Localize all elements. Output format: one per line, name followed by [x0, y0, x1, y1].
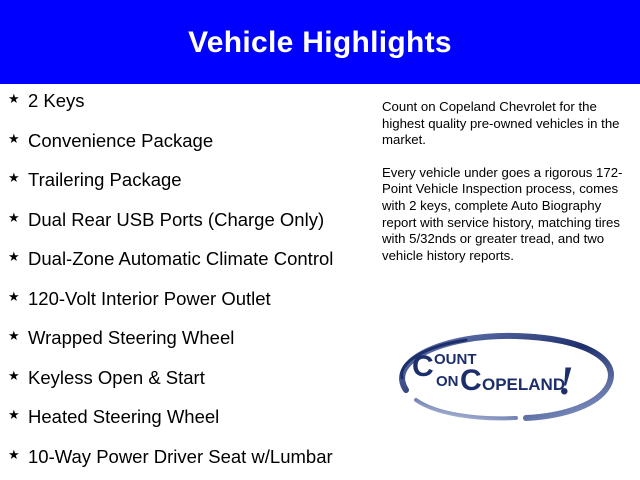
- page-title: Vehicle Highlights: [188, 26, 452, 59]
- count-on-copeland-logo: [386, 330, 618, 422]
- logo-count-c: C: [412, 350, 434, 383]
- star-icon: ★: [8, 130, 20, 146]
- logo-exclaim: !: [558, 358, 574, 403]
- logo-on: ON: [436, 373, 459, 390]
- logo-copeland-c: C: [460, 364, 482, 397]
- feature-label: 2 Keys: [28, 90, 85, 111]
- info-paragraph-1: Count on Copeland Chevrolet for the highest quality pre-owned vehicles in the market.: [382, 99, 620, 148]
- feature-label: Wrapped Steering Wheel: [28, 327, 235, 348]
- star-icon: ★: [8, 170, 20, 185]
- star-icon: ★: [8, 209, 20, 225]
- feature-label: 120-Volt Interior Power Outlet: [28, 287, 271, 309]
- feature-label: 10-Way Power Driver Seat w/Lumbar: [28, 445, 333, 467]
- star-icon: ★: [8, 367, 20, 383]
- feature-label: Convenience Package: [28, 129, 214, 151]
- logo-count-rest: OUNT: [434, 351, 477, 368]
- star-icon: ★: [8, 446, 20, 462]
- star-icon: ★: [8, 407, 20, 422]
- logo-copeland-rest: OPELAND: [482, 375, 566, 394]
- star-icon: ★: [8, 91, 20, 106]
- feature-label: Dual Rear USB Ports (Charge Only): [28, 208, 325, 230]
- star-icon: ★: [8, 288, 20, 304]
- feature-label: Heated Steering Wheel: [28, 406, 220, 427]
- header-banner: [0, 0, 640, 84]
- feature-label: Trailering Package: [28, 169, 182, 190]
- info-paragraph-2: Every vehicle under goes a rigorous 172-Point Vehicle Inspection process, comes with 2 keys, complete Auto Biography report with service history, matching tires with 5/32nds or greater tread, and two vehicle history reports.: [382, 164, 623, 263]
- info-panel: [382, 99, 632, 280]
- feature-label: Keyless Open & Start: [28, 366, 205, 388]
- star-icon: ★: [8, 328, 20, 343]
- star-icon: ★: [8, 249, 20, 264]
- feature-label: Dual-Zone Automatic Climate Control: [28, 248, 334, 269]
